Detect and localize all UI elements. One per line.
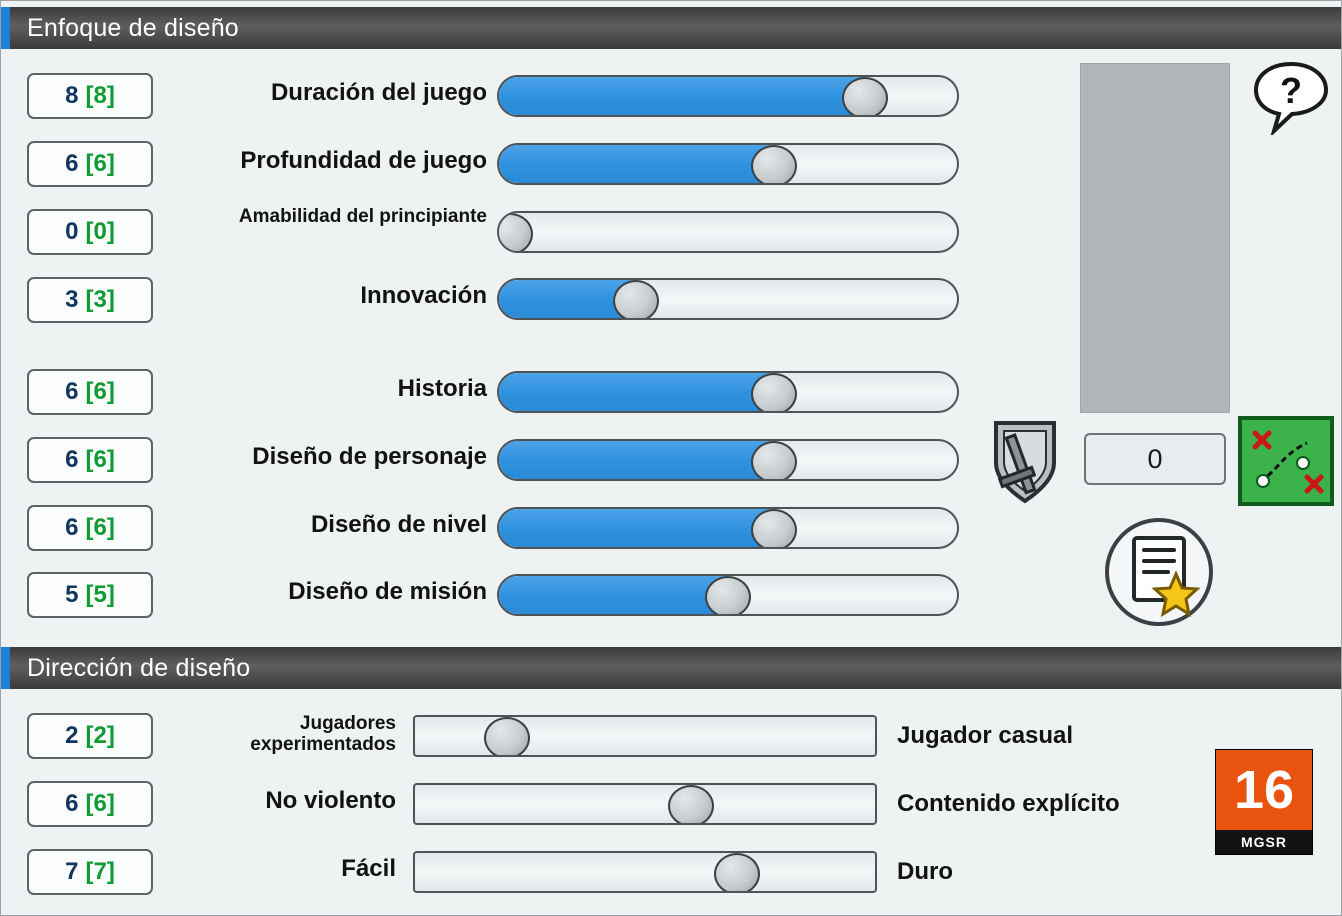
value-current: 6 [65,514,79,541]
value-box-amabilidad-del-principiante [27,209,153,255]
value-current: 3 [65,286,79,313]
slider-label-diseno-de-personaje: Diseño de personaje [252,443,487,470]
slider-knob[interactable] [668,785,714,825]
value-box-profundidad-de-juego [27,141,153,187]
slider-left-label-jugadores-experimentados: Jugadores experimentados [250,713,396,756]
slider-fill [499,77,865,115]
value-current: 8 [65,82,79,109]
slider-knob[interactable] [842,77,888,117]
slider-fill [499,576,728,614]
value-current: 0 [65,218,79,245]
slider-diseno-de-mision[interactable] [497,574,959,616]
slider-label-historia: Historia [397,375,487,402]
value-max: [6] [85,378,115,405]
slider-label-amabilidad-del-principiante: Amabilidad del principiante [238,206,487,227]
value-box-diseno-de-mision [27,572,153,618]
value-max: [6] [85,514,115,541]
slider-dificultad[interactable] [413,851,877,893]
slider-knob[interactable] [714,853,760,893]
slider-profundidad-de-juego[interactable] [497,143,959,185]
slider-fill [499,509,774,547]
slider-diseno-de-nivel[interactable] [497,507,959,549]
value-max: [6] [85,150,115,177]
map-icon[interactable] [1237,415,1335,507]
age-rating-org: MGSR [1241,834,1287,850]
points-counter-value: 0 [1147,443,1163,474]
value-current: 2 [65,722,79,749]
value-box-no-violento [27,781,153,827]
slider-knob[interactable] [751,441,797,481]
document-star-icon[interactable] [1098,516,1220,628]
slider-knob[interactable] [497,213,533,253]
report-icon[interactable] [1098,516,1220,628]
value-box-diseno-de-nivel [27,505,153,551]
slider-left-label-facil: Fácil [341,855,396,882]
value-current: 6 [65,790,79,817]
value-current: 6 [65,150,79,177]
slider-innovacion[interactable] [497,278,959,320]
value-box-facil [27,849,153,895]
slider-right-label-contenido-explicito: Contenido explícito [897,790,1120,817]
slider-knob[interactable] [751,373,797,413]
value-max: [6] [85,790,115,817]
value-max: [6] [85,446,115,473]
value-current: 5 [65,581,79,608]
slider-knob[interactable] [751,509,797,549]
value-box-jugadores-experimentados [27,713,153,759]
value-max: [5] [85,581,115,608]
slider-fill [499,441,774,479]
value-current: 7 [65,858,79,885]
slider-knob[interactable] [613,280,659,320]
slider-right-label-jugador-casual: Jugador casual [897,722,1074,749]
value-box-innovacion [27,277,153,323]
combat-shield-icon[interactable] [976,415,1072,511]
world-map-icon[interactable] [1237,415,1335,507]
slider-fill [499,145,774,183]
value-max: [8] [85,82,115,109]
slider-label-duracion-del-juego: Duración del juego [270,79,487,106]
value-current: 6 [65,446,79,473]
slider-label-diseno-de-nivel: Diseño de nivel [310,511,487,538]
slider-left-label-no-violento: No violento [265,787,396,814]
value-max: [7] [85,858,115,885]
age-rating-badge [1215,749,1313,855]
slider-knob[interactable] [751,145,797,185]
age-rating-number: 16 [1216,750,1312,830]
help-button[interactable] [1252,61,1330,135]
slider-fill [499,373,774,411]
svg-text:?: ? [1280,70,1302,111]
value-max: [0] [85,218,115,245]
slider-label-diseno-de-mision: Diseño de misión [288,578,487,605]
slider-label-profundidad-de-juego: Profundidad de juego [240,147,487,174]
slider-right-label-duro: Duro [897,858,953,885]
slider-knob[interactable] [705,576,751,616]
section-header-focus: Enfoque de diseño [1,7,1342,49]
slider-historia[interactable] [497,371,959,413]
section-header-direction: Dirección de diseño [1,647,1342,689]
preview-panel [1080,63,1230,413]
value-current: 6 [65,378,79,405]
value-box-diseno-de-personaje [27,437,153,483]
value-max: [2] [85,722,115,749]
slider-diseno-de-personaje[interactable] [497,439,959,481]
shield-sword-icon[interactable] [976,415,1072,511]
slider-duracion-del-juego[interactable] [497,75,959,117]
slider-label-innovacion: Innovación [360,282,487,309]
points-counter [1084,433,1226,485]
question-mark-icon[interactable] [1252,61,1330,135]
value-box-historia [27,369,153,415]
slider-knob[interactable] [484,717,530,757]
slider-amabilidad-del-principiante[interactable] [497,211,959,253]
slider-violencia[interactable] [413,783,877,825]
value-box-duracion-del-juego [27,73,153,119]
value-max: [3] [85,286,115,313]
slider-jugadores-casual[interactable] [413,715,877,757]
